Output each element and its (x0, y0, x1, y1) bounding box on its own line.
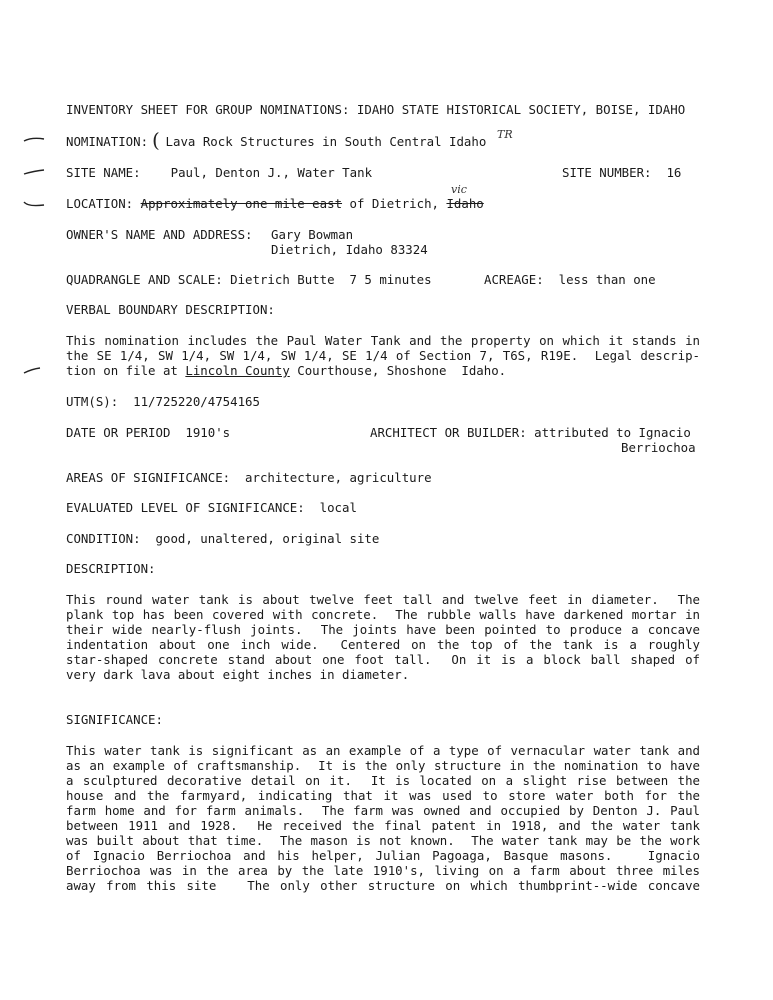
description-text (66, 592, 700, 682)
text-line: This nomination includes the Paul Water Tank and the property on which it stands in (66, 333, 700, 348)
owner-label: OWNER'S NAME AND ADDRESS: (66, 227, 253, 242)
text-line: the SE 1/4, SW 1/4, SW 1/4, SW 1/4, SE 1/4 of Section 7, T6S, R19E. Legal descrip- (66, 348, 700, 363)
nomination-value: Lava Rock Structures in South Central Idaho (165, 134, 487, 149)
architect-row (370, 425, 691, 440)
margin-check-mark-1 (22, 135, 46, 145)
text-line: very dark lava about eight inches in diameter. (66, 667, 410, 682)
text-line: indentation about one inch wide. Centered on the top of the tank is a roughly (66, 637, 700, 652)
margin-check-mark-4 (22, 366, 46, 376)
verbal-boundary-label: VERBAL BOUNDARY DESCRIPTION: (66, 302, 275, 317)
nomination-hand-note: TR (497, 128, 513, 141)
text-line: house and the farmyard, indicating that it was used to store water both for the (66, 788, 700, 803)
significance-label: SIGNIFICANCE: (66, 712, 163, 727)
location-value: of Dietrich, (342, 196, 447, 211)
owner-address: Dietrich, Idaho 83324 (271, 242, 428, 257)
quadrangle-row (66, 272, 432, 287)
date-value: 1910's (185, 425, 231, 440)
significance-text (66, 743, 700, 893)
architect-label: ARCHITECT OR BUILDER: (370, 425, 527, 440)
condition-value: good, unaltered, original site (155, 531, 380, 546)
utm-label: UTM(S): (66, 394, 119, 409)
date-row (66, 425, 230, 440)
text-line: their wide nearly-flush joints. The joints have been pointed to produce a concave (66, 622, 700, 637)
condition-row (66, 531, 379, 546)
site-number-label: SITE NUMBER: (562, 165, 652, 180)
level-row (66, 500, 357, 515)
location-struck-text: Approximately one mile east (140, 196, 343, 211)
location-struck-state: Idaho (446, 196, 484, 211)
lincoln-county-underlined: Lincoln County (185, 363, 290, 378)
nomination-row (66, 134, 486, 149)
level-value: local (319, 500, 357, 515)
acreage-value: less than one (558, 272, 656, 287)
areas-label: AREAS OF SIGNIFICANCE: (66, 470, 231, 485)
architect-value: attributed to Ignacio (534, 425, 691, 440)
level-label: EVALUATED LEVEL OF SIGNIFICANCE: (66, 500, 305, 515)
text-line: Berriochoa was in the area by the late 1910's, living on a farm about three miles (66, 863, 700, 878)
architect-value-2: Berriochoa (621, 440, 696, 455)
site-name-label: SITE NAME: (66, 165, 141, 180)
condition-label: CONDITION: (66, 531, 141, 546)
owner-name: Gary Bowman (271, 227, 354, 242)
text-line: This water tank is significant as an example of a type of vernacular water tank and (66, 743, 700, 758)
text-line: plank top has been covered with concrete. The rubble walls have darkened mortar in (66, 607, 700, 622)
text-line: away from this site The only other structure on which thumbprint--wide concave (66, 878, 700, 893)
text-line: as an example of craftsmanship. It is the only structure in the nomination to have (66, 758, 700, 773)
utm-row (66, 394, 260, 409)
text-line: This round water tank is about twelve feet tall and twelve feet in diameter. The (66, 592, 700, 607)
date-label: DATE OR PERIOD (66, 425, 171, 440)
location-label: LOCATION: (66, 196, 134, 211)
location-row (66, 196, 484, 211)
areas-value: architecture, agriculture (245, 470, 432, 485)
header-title: INVENTORY SHEET FOR GROUP NOMINATIONS: IDAHO STATE HISTORICAL SOCIETY, BOISE, IDAHO (66, 102, 686, 117)
acreage-row (484, 272, 656, 287)
quadrangle-value: Dietrich Butte 7 5 minutes (230, 272, 432, 287)
margin-check-mark-3 (22, 199, 46, 209)
nomination-label: NOMINATION: (66, 134, 149, 149)
site-name-value: Paul, Denton J., Water Tank (170, 165, 373, 180)
text-line: between 1911 and 1928. He received the final patent in 1918, and the water tank (66, 818, 700, 833)
text-line: star-shaped concrete stand about one foot tall. On it is a block ball shaped of (66, 652, 700, 667)
site-number-row (562, 165, 681, 180)
verbal-boundary-text (66, 333, 700, 378)
text-line: farm home and for farm animals. The farm was owned and occupied by Denton J. Paul (66, 803, 700, 818)
handwritten-open-paren: ( (152, 128, 160, 152)
quadrangle-label: QUADRANGLE AND SCALE: (66, 272, 223, 287)
location-hand-note: vic (451, 183, 467, 196)
text-line: was built about that time. The mason is not known. The water tank may be the work (66, 833, 700, 848)
text-line: a sculptured decorative detail on it. It is located on a slight rise between the (66, 773, 700, 788)
text-line: of Ignacio Berriochoa and his helper, Julian Pagoaga, Basque masons. Ignacio (66, 848, 700, 863)
description-label: DESCRIPTION: (66, 561, 156, 576)
site-name-row (66, 165, 372, 180)
text-line: tion on file at Lincoln County Courthouse, Shoshone Idaho. (66, 363, 507, 378)
margin-check-mark-2 (22, 167, 46, 177)
acreage-label: ACREAGE: (484, 272, 544, 287)
utm-value: 11/725220/4754165 (133, 394, 260, 409)
site-number-value: 16 (666, 165, 682, 180)
areas-row (66, 470, 432, 485)
